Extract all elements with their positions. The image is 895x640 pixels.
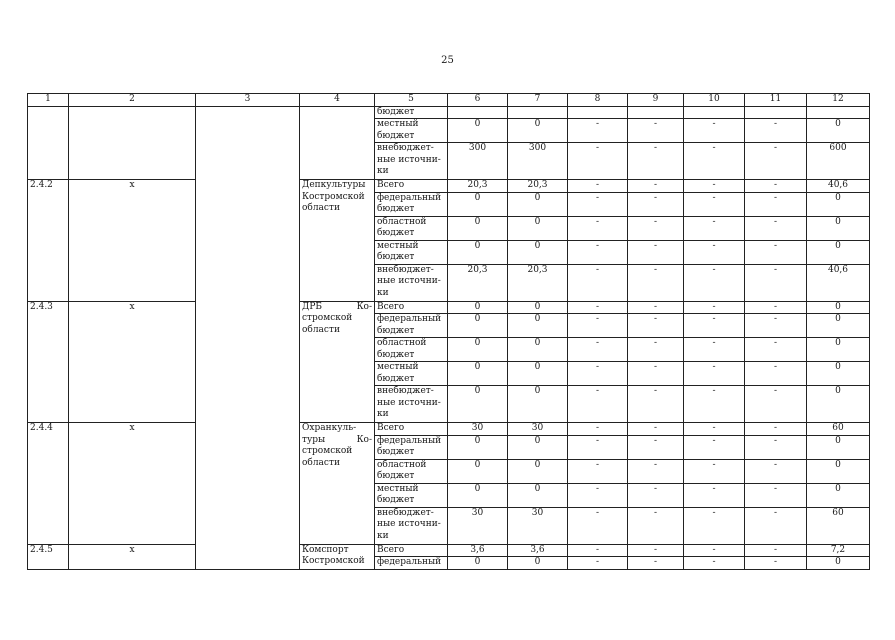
dash-cell: -: [628, 557, 684, 570]
value-cell: 0: [807, 119, 870, 143]
value-cell: 0: [807, 192, 870, 216]
dash-cell: -: [684, 264, 745, 301]
value-cell: 0: [448, 301, 508, 314]
dash-cell: -: [568, 362, 628, 386]
column-number: 12: [807, 94, 870, 107]
dash-cell: -: [568, 435, 628, 459]
executor-cell: Комспорт Костромской: [300, 544, 375, 569]
dash-cell: -: [684, 119, 745, 143]
value-cell: 40,6: [807, 264, 870, 301]
table-row: [28, 301, 870, 314]
value-cell: 0: [448, 338, 508, 362]
column-number-row: [28, 94, 870, 107]
funding-source: Всего: [375, 301, 448, 314]
dash-cell: -: [628, 483, 684, 507]
table-row: [28, 423, 870, 436]
value-cell: 0: [508, 483, 568, 507]
col2-cell: [69, 106, 196, 180]
funding-source: областной бюджет: [375, 459, 448, 483]
dash-cell: -: [745, 338, 807, 362]
value-cell: 0: [448, 314, 508, 338]
dash-cell: -: [568, 301, 628, 314]
value-cell: 0: [508, 362, 568, 386]
col2-cell: х: [69, 544, 196, 569]
value-cell: 0: [807, 338, 870, 362]
value-cell: 0: [807, 314, 870, 338]
dash-cell: -: [628, 459, 684, 483]
dash-cell: -: [628, 301, 684, 314]
value-cell: 0: [448, 435, 508, 459]
value-cell: 0: [508, 557, 568, 570]
table-row: [28, 544, 870, 557]
dash-cell: -: [628, 192, 684, 216]
table-row: [28, 106, 870, 119]
dash-cell: -: [628, 423, 684, 436]
dash-cell: -: [684, 338, 745, 362]
value-cell: 0: [508, 459, 568, 483]
page-number: 25: [441, 55, 454, 66]
dash-cell: -: [628, 435, 684, 459]
value-cell: 30: [448, 423, 508, 436]
funding-source: внебюджет- ные источни- ки: [375, 386, 448, 423]
funding-source: внебюджет- ные источни- ки: [375, 143, 448, 180]
dash-cell: -: [568, 119, 628, 143]
funding-source: федеральный: [375, 557, 448, 570]
funding-source: бюджет: [375, 106, 448, 119]
value-cell: 3,6: [508, 544, 568, 557]
value-cell: 0: [448, 119, 508, 143]
dash-cell: -: [684, 435, 745, 459]
value-cell: 0: [807, 386, 870, 423]
dash-cell: -: [568, 240, 628, 264]
budget-table: [27, 93, 870, 570]
code-cell: [28, 106, 69, 180]
dash-cell: -: [684, 362, 745, 386]
value-cell: 0: [448, 483, 508, 507]
value-cell: 0: [448, 386, 508, 423]
value-cell: 0: [448, 459, 508, 483]
value-cell: 0: [508, 314, 568, 338]
dash-cell: -: [628, 544, 684, 557]
value-cell: 0: [508, 192, 568, 216]
dash-cell: -: [745, 119, 807, 143]
value-cell: 0: [448, 240, 508, 264]
dash-cell: -: [684, 544, 745, 557]
funding-source: внебюджет- ные источни- ки: [375, 507, 448, 544]
dash-cell: -: [684, 240, 745, 264]
value-cell: 0: [448, 216, 508, 240]
value-cell: 0: [807, 557, 870, 570]
column-number: 9: [628, 94, 684, 107]
dash-cell: -: [745, 435, 807, 459]
column-number: 5: [375, 94, 448, 107]
value-cell: 30: [448, 507, 508, 544]
dash-cell: -: [568, 192, 628, 216]
dash-cell: -: [684, 557, 745, 570]
value-cell: 0: [448, 557, 508, 570]
dash-cell: -: [568, 507, 628, 544]
dash-cell: -: [745, 240, 807, 264]
dash-cell: -: [568, 386, 628, 423]
value-cell: 0: [448, 362, 508, 386]
dash-cell: -: [745, 180, 807, 193]
value-cell: 0: [508, 240, 568, 264]
dash-cell: -: [745, 544, 807, 557]
value-cell: 300: [508, 143, 568, 180]
value-cell: 20,3: [448, 264, 508, 301]
dash-cell: -: [745, 301, 807, 314]
dash-cell: -: [628, 314, 684, 338]
dash-cell: -: [568, 264, 628, 301]
dash-cell: -: [745, 216, 807, 240]
table-row: [28, 180, 870, 193]
dash-cell: -: [745, 264, 807, 301]
dash-cell: -: [568, 314, 628, 338]
dash-cell: -: [684, 459, 745, 483]
funding-source: областной бюджет: [375, 216, 448, 240]
dash-cell: -: [745, 386, 807, 423]
dash-cell: -: [684, 192, 745, 216]
value-cell: 0: [807, 459, 870, 483]
column-number: 11: [745, 94, 807, 107]
value-cell: 60: [807, 423, 870, 436]
dash-cell: -: [628, 240, 684, 264]
value-cell: 20,3: [448, 180, 508, 193]
value-cell: 30: [508, 507, 568, 544]
value-cell: 7,2: [807, 544, 870, 557]
value-cell: 3,6: [448, 544, 508, 557]
column-number: 6: [448, 94, 508, 107]
dash-cell: -: [568, 483, 628, 507]
dash-cell: -: [628, 119, 684, 143]
code-cell: 2.4.2: [28, 180, 69, 302]
dash-cell: -: [568, 338, 628, 362]
dash-cell: -: [568, 557, 628, 570]
executor-cell: ДРБ Ко- стромской области: [300, 301, 375, 423]
dash-cell: -: [628, 180, 684, 193]
dash-cell: -: [745, 192, 807, 216]
value-cell: 0: [508, 119, 568, 143]
value-cell: 300: [448, 143, 508, 180]
dash-cell: -: [628, 386, 684, 423]
value-cell: 600: [807, 143, 870, 180]
funding-source: федеральный бюджет: [375, 435, 448, 459]
value-cell: 0: [448, 192, 508, 216]
code-cell: 2.4.3: [28, 301, 69, 423]
value-cell: 0: [508, 216, 568, 240]
value-cell: 20,3: [508, 264, 568, 301]
executor-cell: [300, 106, 375, 180]
dash-cell: -: [684, 180, 745, 193]
funding-source: местный бюджет: [375, 483, 448, 507]
dash-cell: -: [745, 143, 807, 180]
executor-cell: Охранкуль- туры Ко- стромской области: [300, 423, 375, 545]
funding-source: областной бюджет: [375, 338, 448, 362]
dash-cell: -: [568, 423, 628, 436]
funding-source: местный бюджет: [375, 119, 448, 143]
value-cell: 0: [807, 483, 870, 507]
dash-cell: -: [628, 143, 684, 180]
funding-source: Всего: [375, 180, 448, 193]
funding-source: федеральный бюджет: [375, 192, 448, 216]
column-number: 10: [684, 94, 745, 107]
value-cell: 0: [807, 301, 870, 314]
dash-cell: -: [684, 314, 745, 338]
value-cell: 0: [508, 435, 568, 459]
value-cell: 0: [807, 362, 870, 386]
col2-cell: х: [69, 180, 196, 302]
column-number: 2: [69, 94, 196, 107]
dash-cell: -: [684, 423, 745, 436]
column-number: 8: [568, 94, 628, 107]
dash-cell: -: [628, 507, 684, 544]
dash-cell: -: [684, 483, 745, 507]
column-number: 7: [508, 94, 568, 107]
value-cell: 0: [508, 386, 568, 423]
value-cell: 20,3: [508, 180, 568, 193]
dash-cell: -: [684, 386, 745, 423]
dash-cell: -: [568, 544, 628, 557]
value-cell: 0: [508, 301, 568, 314]
column-number: 3: [196, 94, 300, 107]
funding-source: местный бюджет: [375, 240, 448, 264]
dash-cell: -: [628, 216, 684, 240]
dash-cell: -: [568, 459, 628, 483]
column-number: 1: [28, 94, 69, 107]
col2-cell: х: [69, 423, 196, 545]
dash-cell: -: [745, 483, 807, 507]
col3-cell: [196, 106, 300, 569]
value-cell: 0: [807, 216, 870, 240]
value-cell: 0: [508, 338, 568, 362]
dash-cell: -: [745, 362, 807, 386]
dash-cell: -: [684, 301, 745, 314]
dash-cell: -: [628, 338, 684, 362]
value-cell: 60: [807, 507, 870, 544]
column-number: 4: [300, 94, 375, 107]
funding-source: Всего: [375, 544, 448, 557]
dash-cell: -: [745, 557, 807, 570]
dash-cell: -: [684, 143, 745, 180]
dash-cell: -: [684, 216, 745, 240]
dash-cell: -: [628, 362, 684, 386]
funding-source: Всего: [375, 423, 448, 436]
dash-cell: -: [684, 507, 745, 544]
funding-source: внебюджет- ные источни- ки: [375, 264, 448, 301]
dash-cell: -: [568, 143, 628, 180]
dash-cell: -: [745, 314, 807, 338]
dash-cell: -: [628, 264, 684, 301]
dash-cell: -: [568, 216, 628, 240]
funding-source: местный бюджет: [375, 362, 448, 386]
code-cell: 2.4.4: [28, 423, 69, 545]
value-cell: 0: [807, 435, 870, 459]
executor-cell: Депкультуры Костромской области: [300, 180, 375, 302]
value-cell: 40,6: [807, 180, 870, 193]
dash-cell: -: [745, 459, 807, 483]
dash-cell: -: [568, 180, 628, 193]
value-cell: 0: [807, 240, 870, 264]
col2-cell: х: [69, 301, 196, 423]
funding-source: федеральный бюджет: [375, 314, 448, 338]
code-cell: 2.4.5: [28, 544, 69, 569]
dash-cell: -: [745, 423, 807, 436]
dash-cell: -: [745, 507, 807, 544]
value-cell: 30: [508, 423, 568, 436]
